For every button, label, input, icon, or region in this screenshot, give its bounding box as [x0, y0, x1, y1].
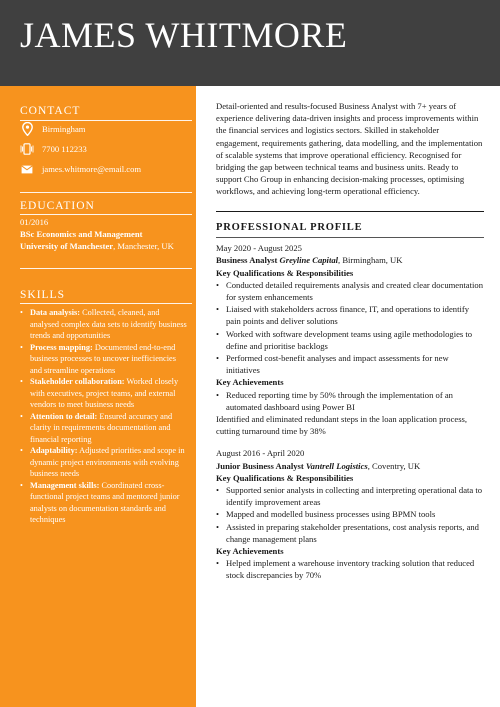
job-location: , Coventry, UK: [367, 460, 421, 471]
achievement-item: • Helped implement a warehouse inventory tracking solution that reduced stock discrepancies by 70%: [216, 557, 484, 581]
education-top-divider: [20, 192, 192, 193]
skills-top-divider: [20, 268, 192, 269]
email-text[interactable]: james.whitmore@email.com: [42, 164, 142, 174]
job-entry: [216, 447, 484, 581]
skill-item: [20, 376, 188, 411]
resume-header: [0, 0, 500, 86]
job-spacer: [216, 437, 484, 447]
job-title: Junior Business Analyst: [216, 460, 304, 471]
job-location: , Birmingham, UK: [338, 255, 403, 266]
skill-description: Adjusted priorities and scope in dynamic project environments with evolving business needs: [30, 446, 185, 478]
skills-heading: SKILLS: [20, 289, 65, 301]
responsibility-item: • Supported senior analysts in collecting and interpreting operational data to identify improvement areas: [216, 484, 484, 508]
responsibility-item: • Liaised with stakeholders across finance, IT, and operations to identify pain points and deliver solutions: [216, 303, 484, 327]
sidebar: [0, 86, 196, 707]
education-entry: [20, 216, 185, 252]
achievement-item: • Reduced reporting time by 50% through the implementation of an automated dashboard using Power BI: [216, 389, 484, 413]
professional-summary: Detail-oriented and results-focused Business Analyst with 7+ years of experience delivering data-driven insights and process improvements within the financial services and logistics sectors. Skilled in stakeholder engagement, requirements gathering, data modelling, and the implementation of scalable systems that improve operational efficiency. Recognised for bridging the gap between technical teams and business units. Ready to support Cho Group in enhancing decision-making processes, optimising workflows, and achieving long-term operational efficiency.: [216, 101, 483, 197]
achievements-heading: Key Achievements: [216, 546, 284, 556]
qualifications-heading: Key Qualifications & Responsibilities: [216, 472, 354, 483]
job-title-line: [216, 460, 484, 472]
responsibility-item: • Assisted in preparing stakeholder presentations, cost analysis reports, and change management plans: [216, 521, 484, 545]
profile-divider: [216, 237, 484, 238]
skill-name: Adaptability:: [30, 446, 78, 455]
responsibility-item: • Worked with software development teams using agile methodologies to define and prioritise backlogs: [216, 328, 484, 352]
skills-list: [20, 307, 188, 526]
skill-name: Management skills:: [30, 480, 100, 490]
skill-description: Collected, cleaned, and analysed complex data sets to identify business trends and opportunities: [30, 308, 187, 340]
main-content: [216, 100, 484, 582]
education-degree: BSc Economics and Management: [20, 229, 143, 239]
skill-item: [20, 480, 188, 526]
contact-heading: CONTACT: [20, 105, 81, 117]
contact-location: [20, 122, 85, 136]
job-title-line: [216, 254, 484, 266]
profile-heading: PROFESSIONAL PROFILE: [216, 222, 363, 234]
skill-name: Stakeholder collaboration:: [30, 377, 125, 386]
responsibility-item: • Conducted detailed requirements analysis and created clear documentation for system enhancements: [216, 279, 484, 303]
education-heading: EDUCATION: [20, 200, 95, 212]
location-text: Birmingham: [42, 124, 86, 134]
achievement-text: Identified and eliminated redundant steps in the loan application process, cutting turnaround time by 38%: [216, 413, 468, 437]
job-title: Business Analyst: [216, 255, 278, 266]
skills-divider: [20, 303, 192, 304]
education-divider: [20, 214, 192, 215]
skill-description: Coordinated cross-functional project teams and mentored junior analysts on documentation standards and techniques: [30, 480, 180, 524]
envelope-icon: [20, 162, 34, 176]
skill-item: [20, 445, 188, 480]
job-dates: May 2020 - August 2025: [216, 243, 302, 254]
skill-description: Worked closely with executives, project teams, and external vendors to meet business needs: [30, 377, 179, 409]
skill-item: [20, 307, 188, 342]
summary-divider: [216, 211, 484, 213]
skill-description: Documented end-to-end business processes to uncover inefficiencies and streamline operations: [30, 342, 176, 375]
job-dates: August 2016 - April 2020: [216, 448, 305, 459]
education-school: University of Manchester: [20, 241, 114, 251]
job-entry: [216, 242, 484, 437]
location-pin-icon: [20, 122, 34, 136]
skill-name: Data analysis:: [30, 308, 81, 317]
skill-name: Attention to detail:: [30, 411, 98, 421]
responsibility-item: • Mapped and modelled business processes using BPMN tools: [216, 508, 484, 520]
achievements-heading: Key Achievements: [216, 377, 284, 388]
skill-name: Process mapping:: [30, 342, 93, 352]
contact-email[interactable]: [20, 162, 141, 176]
qualifications-heading: Key Qualifications & Responsibilities: [216, 267, 354, 278]
skill-item: [20, 342, 188, 377]
contact-phone: [20, 142, 87, 156]
education-location: , Manchester, UK: [113, 241, 174, 251]
phone-text: 7700 112233: [42, 144, 87, 154]
skill-description: Ensured accuracy and clarity in requirements documentation and financial reporting: [30, 411, 173, 444]
phone-icon: [20, 142, 34, 156]
contact-divider: [20, 120, 192, 121]
education-date: 01/2016: [20, 217, 49, 227]
responsibility-item: • Performed cost-benefit analyses and impact assessments for new initiatives: [216, 352, 484, 376]
job-company: Vantrell Logistics: [305, 460, 368, 471]
skill-item: [20, 411, 188, 446]
candidate-name: JAMES WHITMORE: [20, 15, 348, 55]
job-company: Greyline Capital: [279, 255, 339, 266]
